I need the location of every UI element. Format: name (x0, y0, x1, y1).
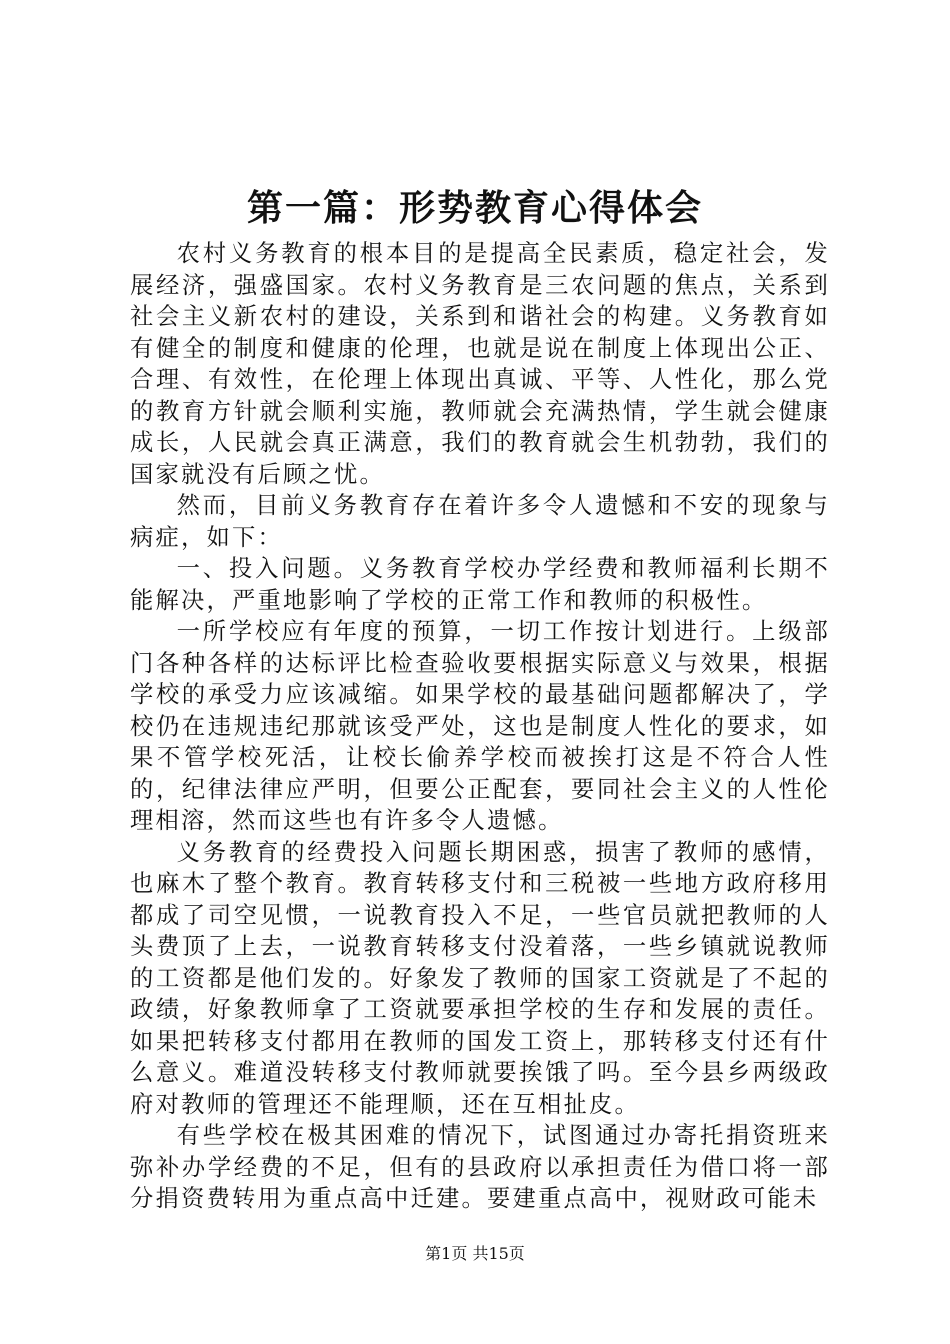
paragraph: 义务教育的经费投入问题长期困惑，损害了教师的感情，也麻木了整个教育。教育转移支付和三税被一些地方政府移用都成了司空见惯，一说教育投入不足，一些官员就把教师的人头费顶了上去，一说教育转移支付没着落，一些乡镇就说教师的工资都是他们发的。好象发了教师的国家工资就是了不起的政绩，好象教师拿了工资就要承担学校的生存和发展的责任。如果把转移支付都用在教师的国发工资上，那转移支付还有什么意义。难道没转移支付教师就要挨饿了吗。至今县乡两级政府对教师的管理还不能理顺，还在互相扯皮。 (130, 838, 830, 1118)
paragraph: 农村义务教育的根本目的是提高全民素质，稳定社会，发展经济，强盛国家。农村义务教育是三农问题的焦点，关系到社会主义新农村的建设，关系到和谐社会的构建。义务教育如有健全的制度和健康的伦理，也就是说在制度上体现出公正、合理、有效性，在伦理上体现出真诚、平等、人性化，那么党的教育方针就会顺利实施，教师就会充满热情，学生就会健康成长，人民就会真正满意，我们的教育就会生机勃勃，我们的国家就没有后顾之忧。 (130, 240, 830, 488)
document-body (130, 238, 830, 1215)
paragraph: 有些学校在极其困难的情况下，试图通过办寄托捐资班来弥补办学经费的不足，但有的县政府以承担责任为借口将一部分捐资费转用为重点高中迁建。要建重点高中，视财政可能未 (130, 1122, 830, 1212)
paragraph: 一所学校应有年度的预算，一切工作按计划进行。上级部门各种各样的达标评比检查验收要根据实际意义与效果，根据学校的承受力应该减缩。如果学校的最基础问题都解决了，学校仍在违规违纪那就该受严处，这也是制度人性化的要求，如果不管学校死活，让校长偷养学校而被挨打这是不符合人性的，纪律法律应严明，但要公正配套，要同社会主义的人性伦理相溶，然而这些也有许多令人遗憾。 (130, 618, 830, 834)
page-number-footer: 第1页 共15页 (425, 1244, 525, 1263)
document-title: 第一篇：形势教育心得体会 (246, 188, 703, 229)
paragraph: 然而，目前义务教育存在着许多令人遗憾和不安的现象与病症，如下： (130, 492, 830, 551)
paragraph: 一、投入问题。义务教育学校办学经费和教师福利长期不能解决，严重地影响了学校的正常工作和教师的积极性。 (130, 555, 830, 614)
